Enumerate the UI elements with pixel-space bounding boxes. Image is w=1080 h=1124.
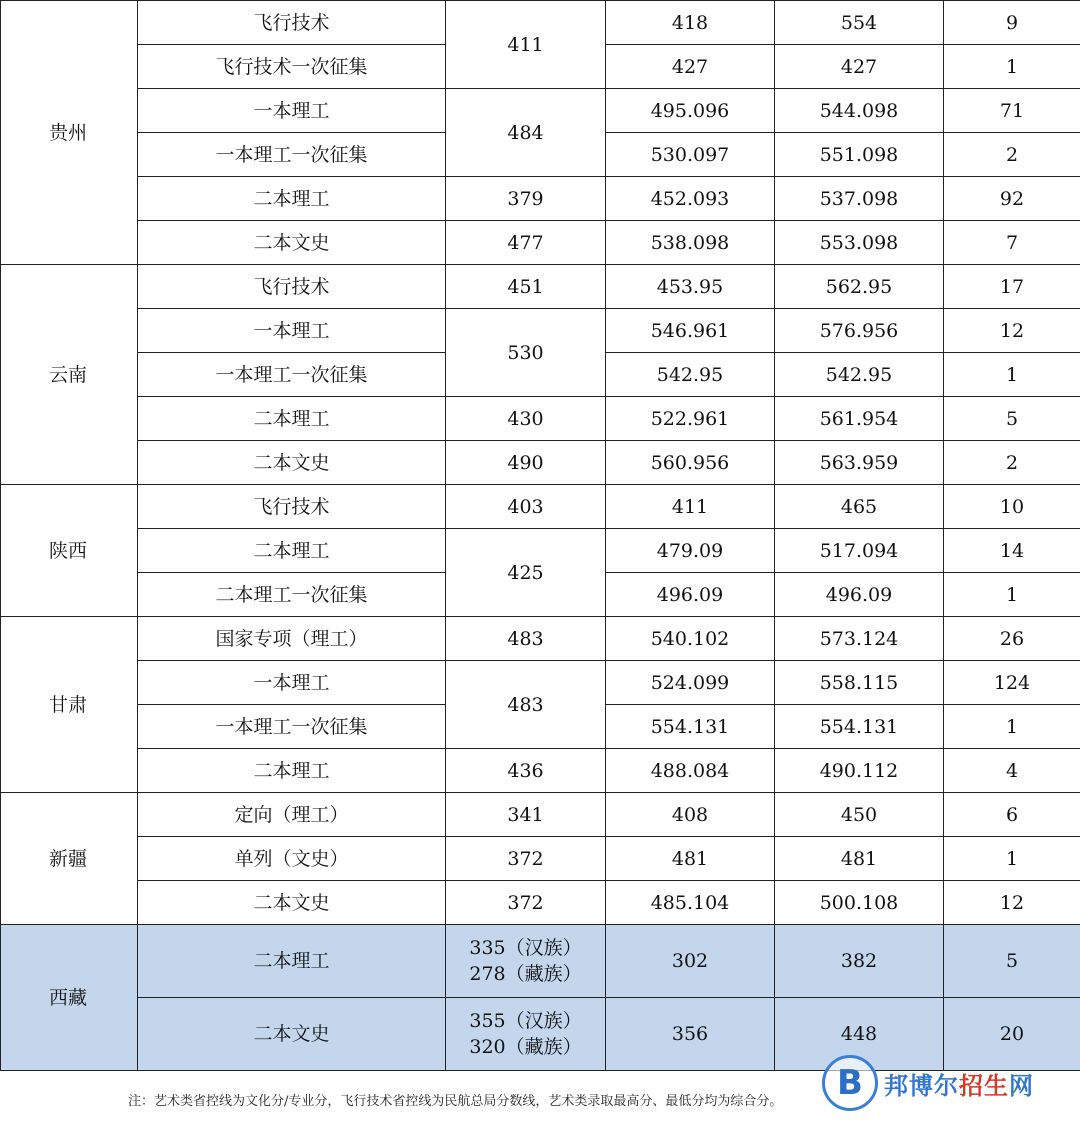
major-cell: 一本理工一次征集	[138, 353, 446, 397]
watermark-text-part2: 招生	[959, 1071, 1009, 1100]
count-cell: 124	[944, 661, 1080, 705]
count-cell: 5	[944, 397, 1080, 441]
watermark-text-part1: 邦博尔	[884, 1071, 959, 1100]
table-row	[1, 485, 1080, 529]
count-cell: 71	[944, 89, 1080, 133]
count-cell: 2	[944, 133, 1080, 177]
major-cell: 二本理工	[138, 177, 446, 221]
major-cell: 飞行技术一次征集	[138, 45, 446, 89]
max-score-cell: 553.098	[775, 221, 944, 265]
min-score-cell: 411	[606, 485, 775, 529]
min-score-cell: 453.95	[606, 265, 775, 309]
table-row	[1, 309, 1080, 353]
control-line-cell: 379	[446, 177, 606, 221]
major-cell: 二本理工	[138, 749, 446, 793]
control-line-cell: 430	[446, 397, 606, 441]
max-score-cell: 551.098	[775, 133, 944, 177]
control-line-cell: 425	[446, 529, 606, 617]
table-row	[1, 793, 1080, 837]
major-cell: 一本理工	[138, 661, 446, 705]
province-cell: 贵州	[1, 1, 138, 265]
major-cell: 二本理工一次征集	[138, 573, 446, 617]
min-score-cell: 542.95	[606, 353, 775, 397]
control-line-cell: 530	[446, 309, 606, 397]
major-cell: 二本文史	[138, 221, 446, 265]
major-cell: 一本理工	[138, 89, 446, 133]
control-line-cell: 451	[446, 265, 606, 309]
min-score-cell: 452.093	[606, 177, 775, 221]
table-row	[1, 177, 1080, 221]
major-cell: 二本文史	[138, 441, 446, 485]
min-score-cell: 538.098	[606, 221, 775, 265]
count-cell: 12	[944, 881, 1080, 925]
province-cell: 陕西	[1, 485, 138, 617]
min-score-cell: 560.956	[606, 441, 775, 485]
max-score-cell: 465	[775, 485, 944, 529]
count-cell: 26	[944, 617, 1080, 661]
max-score-cell: 382	[775, 925, 944, 998]
table-row	[1, 221, 1080, 265]
min-score-cell: 530.097	[606, 133, 775, 177]
table-row	[1, 837, 1080, 881]
max-score-cell: 537.098	[775, 177, 944, 221]
count-cell: 4	[944, 749, 1080, 793]
control-line-cell: 372	[446, 837, 606, 881]
control-line-han: 355（汉族）	[469, 1010, 582, 1032]
min-score-cell: 481	[606, 837, 775, 881]
major-cell: 一本理工	[138, 309, 446, 353]
max-score-cell: 496.09	[775, 573, 944, 617]
table-row	[1, 617, 1080, 661]
min-score-cell: 479.09	[606, 529, 775, 573]
table-row	[1, 529, 1080, 573]
province-cell: 西藏	[1, 925, 138, 1071]
major-cell: 二本文史	[138, 998, 446, 1071]
major-cell: 二本文史	[138, 881, 446, 925]
count-cell: 92	[944, 177, 1080, 221]
min-score-cell: 488.084	[606, 749, 775, 793]
max-score-cell: 573.124	[775, 617, 944, 661]
major-cell: 二本理工	[138, 925, 446, 998]
count-cell: 1	[944, 573, 1080, 617]
max-score-cell: 448	[775, 998, 944, 1071]
count-cell: 12	[944, 309, 1080, 353]
count-cell: 20	[944, 998, 1080, 1071]
max-score-cell: 561.954	[775, 397, 944, 441]
count-cell: 1	[944, 353, 1080, 397]
max-score-cell: 544.098	[775, 89, 944, 133]
max-score-cell: 554.131	[775, 705, 944, 749]
province-cell: 甘肃	[1, 617, 138, 793]
max-score-cell: 500.108	[775, 881, 944, 925]
count-cell: 1	[944, 837, 1080, 881]
min-score-cell: 418	[606, 1, 775, 45]
control-line-cell: 341	[446, 793, 606, 837]
max-score-cell: 450	[775, 793, 944, 837]
control-line-cell: 411	[446, 1, 606, 89]
control-line-cell: 484	[446, 89, 606, 177]
table-row	[1, 265, 1080, 309]
major-cell: 国家专项（理工）	[138, 617, 446, 661]
major-cell: 飞行技术	[138, 265, 446, 309]
max-score-cell: 554	[775, 1, 944, 45]
control-line-cell: 490	[446, 441, 606, 485]
control-line-cell: 403	[446, 485, 606, 529]
control-line-cell: 436	[446, 749, 606, 793]
watermark-text-part3: 网	[1009, 1071, 1034, 1100]
table-row	[1, 749, 1080, 793]
major-cell: 飞行技术	[138, 1, 446, 45]
major-cell: 定向（理工）	[138, 793, 446, 837]
control-line-cell: 477	[446, 221, 606, 265]
table-row-highlighted	[1, 925, 1080, 998]
control-line-zang: 320（藏族）	[469, 1036, 582, 1058]
watermark	[822, 1050, 1072, 1116]
max-score-cell: 490.112	[775, 749, 944, 793]
table-row	[1, 1, 1080, 45]
major-cell: 二本理工	[138, 529, 446, 573]
table-row	[1, 89, 1080, 133]
count-cell: 17	[944, 265, 1080, 309]
control-line-cell	[446, 998, 606, 1071]
major-cell: 二本理工	[138, 397, 446, 441]
count-cell: 1	[944, 705, 1080, 749]
table-row	[1, 881, 1080, 925]
count-cell: 2	[944, 441, 1080, 485]
control-line-cell: 483	[446, 617, 606, 661]
province-cell: 新疆	[1, 793, 138, 925]
max-score-cell: 481	[775, 837, 944, 881]
min-score-cell: 495.096	[606, 89, 775, 133]
province-cell: 云南	[1, 265, 138, 485]
table-row	[1, 661, 1080, 705]
min-score-cell: 546.961	[606, 309, 775, 353]
count-cell: 6	[944, 793, 1080, 837]
major-cell: 单列（文史）	[138, 837, 446, 881]
control-line-cell: 372	[446, 881, 606, 925]
min-score-cell: 427	[606, 45, 775, 89]
control-line-cell	[446, 925, 606, 998]
min-score-cell: 540.102	[606, 617, 775, 661]
major-cell: 一本理工一次征集	[138, 705, 446, 749]
max-score-cell: 542.95	[775, 353, 944, 397]
max-score-cell: 576.956	[775, 309, 944, 353]
max-score-cell: 558.115	[775, 661, 944, 705]
count-cell: 9	[944, 1, 1080, 45]
control-line-cell: 483	[446, 661, 606, 749]
min-score-cell: 302	[606, 925, 775, 998]
count-cell: 7	[944, 221, 1080, 265]
max-score-cell: 427	[775, 45, 944, 89]
min-score-cell: 408	[606, 793, 775, 837]
min-score-cell: 356	[606, 998, 775, 1071]
table-row	[1, 441, 1080, 485]
table-row	[1, 397, 1080, 441]
major-cell: 一本理工一次征集	[138, 133, 446, 177]
max-score-cell: 562.95	[775, 265, 944, 309]
control-line-zang: 278（藏族）	[469, 963, 582, 985]
count-cell: 5	[944, 925, 1080, 998]
min-score-cell: 554.131	[606, 705, 775, 749]
watermark-text	[884, 1066, 1034, 1101]
count-cell: 14	[944, 529, 1080, 573]
brand-logo-icon: B	[822, 1055, 878, 1111]
min-score-cell: 485.104	[606, 881, 775, 925]
footnote: 注：艺术类省控线为文化分/专业分，飞行技术省控线为民航总局分数线，艺术类录取最高分、最低分均为综合分。	[128, 1094, 783, 1109]
count-cell: 1	[944, 45, 1080, 89]
min-score-cell: 522.961	[606, 397, 775, 441]
max-score-cell: 517.094	[775, 529, 944, 573]
control-line-han: 335（汉族）	[469, 937, 582, 959]
max-score-cell: 563.959	[775, 441, 944, 485]
min-score-cell: 496.09	[606, 573, 775, 617]
major-cell: 飞行技术	[138, 485, 446, 529]
min-score-cell: 524.099	[606, 661, 775, 705]
count-cell: 10	[944, 485, 1080, 529]
